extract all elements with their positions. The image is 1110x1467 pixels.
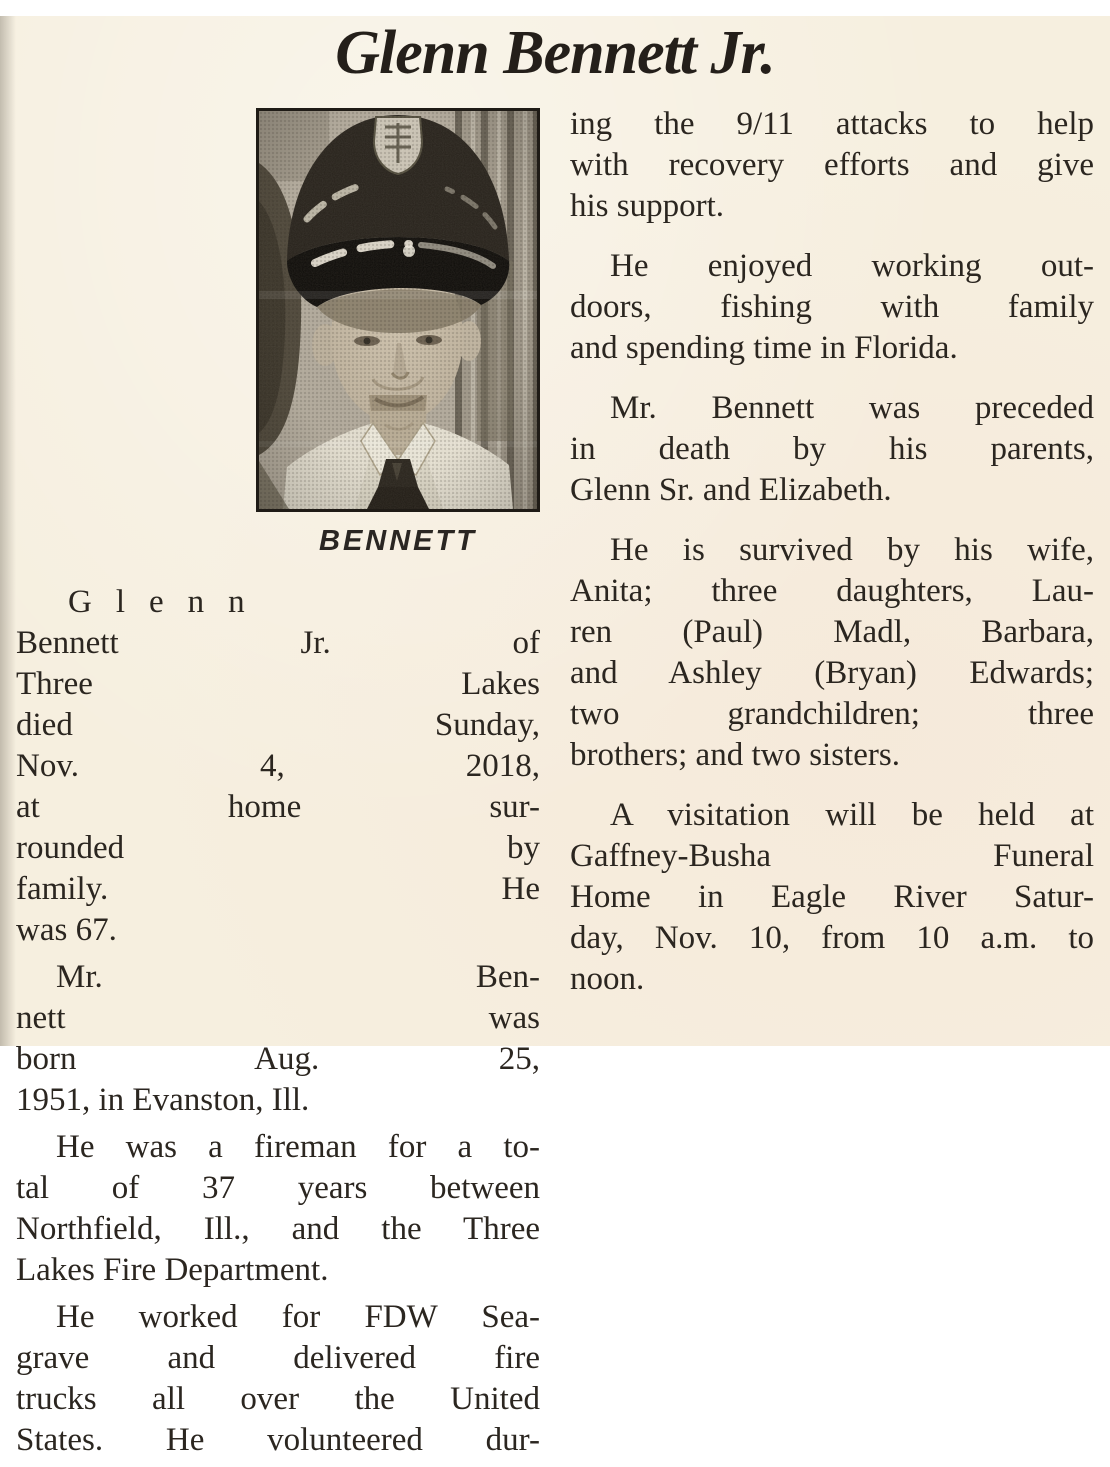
text-line: noon.	[570, 961, 645, 997]
text-line: 1951, in Evanston, Ill.	[16, 1082, 310, 1118]
text-line: He was a fireman for a to-	[56, 1129, 540, 1165]
text-line: Gaffney-Busha Funeral	[570, 838, 1094, 874]
text-line: born Aug. 25,	[16, 1041, 540, 1077]
text-line: grave and delivered fire	[16, 1340, 540, 1376]
text-line: Mr. Bennett was preceded	[610, 390, 1094, 426]
paragraph	[570, 246, 1094, 369]
text-line: He is survived by his wife,	[610, 532, 1094, 568]
text-line: He worked for FDW Sea-	[56, 1299, 540, 1335]
text-line: Bennett Jr. of	[16, 625, 540, 661]
text-line: Three Lakes	[16, 666, 540, 702]
right-column	[570, 104, 1094, 1467]
text-line: Nov. 4, 2018,	[16, 748, 540, 784]
paragraph	[570, 388, 1094, 511]
text-line: his support.	[570, 188, 725, 224]
obituary-title: Glenn Bennett Jr.	[335, 19, 775, 87]
paragraph	[570, 530, 1094, 776]
text-line: and Ashley (Bryan) Edwards;	[570, 655, 1094, 691]
text-line: two grandchildren; three	[570, 696, 1094, 732]
text-line: in death by his parents,	[570, 431, 1094, 467]
paragraph	[16, 1127, 540, 1291]
paragraph	[570, 104, 1094, 227]
text-line: ing the 9/11 attacks to help	[570, 106, 1094, 142]
text-line: A visitation will be held at	[610, 797, 1094, 833]
text-line: family. He	[16, 871, 540, 907]
text-line: doors, fishing with family	[570, 289, 1094, 325]
left-column	[16, 104, 540, 1467]
text-line: trucks all over the United	[16, 1381, 540, 1417]
text-line: was 67.	[16, 912, 117, 948]
text-line: Lakes Fire Department.	[16, 1252, 329, 1288]
text-line: Home in Eagle River Satur-	[570, 879, 1094, 915]
text-line: at home sur-	[16, 789, 540, 825]
text-line: States. He volunteered dur-	[16, 1422, 540, 1458]
text-line: Mr. Ben-	[56, 959, 540, 995]
text-line: and spending time in Florida.	[570, 330, 958, 366]
text-line: with recovery efforts and give	[570, 147, 1094, 183]
text-line: Glenn Sr. and Elizabeth.	[570, 472, 892, 508]
text-line: died Sunday,	[16, 707, 540, 743]
photo-caption: BENNETT	[319, 525, 477, 557]
text-line: ren (Paul) Madl, Barbara,	[570, 614, 1094, 650]
text-line: Northfield, Ill., and the Three	[16, 1211, 540, 1247]
text-line: Glenn	[68, 584, 269, 620]
article-columns	[0, 104, 1110, 1467]
paragraph	[570, 795, 1094, 1000]
text-line: day, Nov. 10, from 10 a.m. to	[570, 920, 1094, 956]
text-line: brothers; and two sisters.	[570, 737, 900, 773]
newspaper-clipping	[0, 16, 1110, 1458]
text-line: He enjoyed working out-	[610, 248, 1094, 284]
fireman-portrait-image	[259, 111, 537, 509]
text-line: Anita; three daughters, Lau-	[570, 573, 1094, 609]
text-line: nett was	[16, 1000, 540, 1036]
text-line: tal of 37 years between	[16, 1170, 540, 1206]
paragraph	[16, 957, 540, 1121]
text-line: rounded by	[16, 830, 540, 866]
portrait-photo-frame	[256, 108, 540, 512]
paragraph	[16, 1297, 540, 1461]
portrait-photo	[256, 108, 540, 556]
